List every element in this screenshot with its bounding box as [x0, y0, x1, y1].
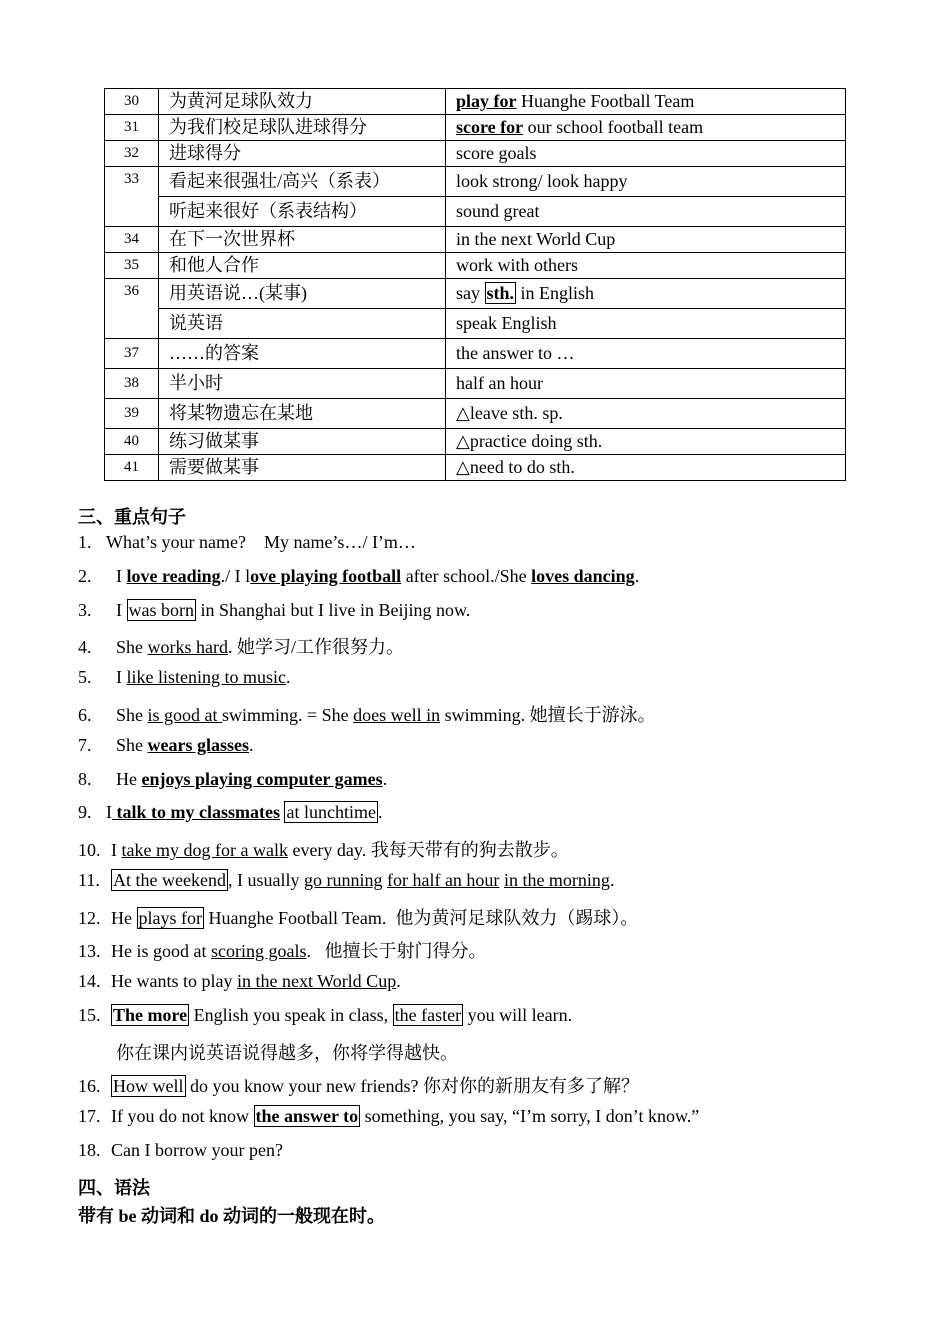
sentence-11: 11. At the weekend , I usually go running for half an hour in the morning. [78, 870, 615, 890]
table-row [105, 309, 846, 339]
english-phrase: score for our school football team [446, 115, 846, 141]
row-number: 31 [105, 115, 159, 141]
table-row [105, 253, 846, 279]
chinese-phrase: 用英语说…(某事) [159, 279, 446, 309]
grammar-subtitle: 带有 be 动词和 do 动词的一般现在时。 [78, 1206, 386, 1226]
section-4-heading: 四、语法 [78, 1178, 150, 1198]
english-phrase: work with others [446, 253, 846, 279]
table-row [105, 279, 846, 309]
english-phrase: play for Huanghe Football Team [446, 89, 846, 115]
table-row [105, 455, 846, 481]
chinese-phrase: 进球得分 [159, 141, 446, 167]
section-3-heading: 三、重点句子 [78, 507, 186, 527]
sentence-8: 8. He enjoys playing computer games. [78, 769, 388, 789]
english-phrase: △leave sth. sp. [446, 399, 846, 429]
sentence-17: 17. If you do not know the answer to something, you say, “I’m sorry, I don’t know.” [78, 1106, 700, 1126]
sentence-4: 4. She works hard. 她学习/工作很努力。 [78, 637, 404, 657]
sentence-14: 14. He wants to play in the next World Cup. [78, 971, 401, 991]
row-number: 39 [105, 399, 159, 429]
table-row [105, 339, 846, 369]
english-phrase: in the next World Cup [446, 227, 846, 253]
table-row [105, 429, 846, 455]
chinese-phrase: 练习做某事 [159, 429, 446, 455]
chinese-phrase: 听起来很好（系表结构） [159, 197, 446, 227]
table-row [105, 197, 846, 227]
english-phrase: sound great [446, 197, 846, 227]
row-number: 30 [105, 89, 159, 115]
chinese-phrase: 在下一次世界杯 [159, 227, 446, 253]
chinese-phrase: ……的答案 [159, 339, 446, 369]
english-phrase: the answer to … [446, 339, 846, 369]
row-number: 36 [105, 279, 159, 339]
sentence-3: 3. I was born in Shanghai but I live in Beijing now. [78, 600, 471, 620]
sentence-10: 10. I take my dog for a walk every day. 我每天带有的狗去散步。 [78, 840, 569, 860]
sentence-18: 18. Can I borrow your pen? [78, 1140, 283, 1160]
chinese-phrase: 为黄河足球队效力 [159, 89, 446, 115]
english-phrase: half an hour [446, 369, 846, 399]
sentence-2: 2. I love reading./ I love playing football after school./She loves dancing. [78, 566, 640, 586]
sentence-9: 9. I talk to my classmates at lunchtime . [78, 802, 383, 822]
chinese-phrase: 将某物遗忘在某地 [159, 399, 446, 429]
table-row [105, 369, 846, 399]
chinese-phrase: 需要做某事 [159, 455, 446, 481]
sentence-5: 5. I like listening to music. [78, 667, 291, 687]
row-number: 34 [105, 227, 159, 253]
table-row [105, 115, 846, 141]
chinese-phrase: 看起来很强壮/高兴（系表） [159, 167, 446, 197]
chinese-phrase: 说英语 [159, 309, 446, 339]
table-row [105, 167, 846, 197]
row-number: 35 [105, 253, 159, 279]
english-phrase: △need to do sth. [446, 455, 846, 481]
chinese-phrase: 为我们校足球队进球得分 [159, 115, 446, 141]
sentence-15: 15. The more English you speak in class, the faster you will learn. [78, 1005, 573, 1025]
table-row [105, 141, 846, 167]
row-number: 32 [105, 141, 159, 167]
row-number: 33 [105, 167, 159, 227]
row-number: 38 [105, 369, 159, 399]
english-phrase: score goals [446, 141, 846, 167]
english-phrase: say sth. in English [446, 279, 846, 309]
vocabulary-table [104, 88, 846, 481]
sentence-16: 16. How well do you know your new friends? 你对你的新朋友有多了解？ [78, 1076, 639, 1096]
english-phrase: △practice doing sth. [446, 429, 846, 455]
english-phrase: look strong/ look happy [446, 167, 846, 197]
sentence-13: 13. He is good at scoring goals. 他擅长于射门得分。 [78, 941, 487, 961]
english-phrase: speak English [446, 309, 846, 339]
sentence-12: 12. He plays for Huanghe Football Team. 他为黄河足球队效力（踢球）。 [78, 908, 639, 928]
table-row [105, 89, 846, 115]
sentence-7: 7. She wears glasses. [78, 735, 254, 755]
row-number: 40 [105, 429, 159, 455]
chinese-phrase: 和他人合作 [159, 253, 446, 279]
row-number: 37 [105, 339, 159, 369]
table-row [105, 399, 846, 429]
sentence-1: 1. What’s your name? My name’s…/ I’m… [78, 532, 416, 552]
table-row [105, 227, 846, 253]
sentence-6: 6. She is good at swimming. = She does well in swimming. 她擅长于游泳。 [78, 705, 656, 725]
chinese-phrase: 半小时 [159, 369, 446, 399]
row-number: 41 [105, 455, 159, 481]
sentence-15-translation: 你在课内说英语说得越多，你将学得越快。 [116, 1043, 458, 1063]
